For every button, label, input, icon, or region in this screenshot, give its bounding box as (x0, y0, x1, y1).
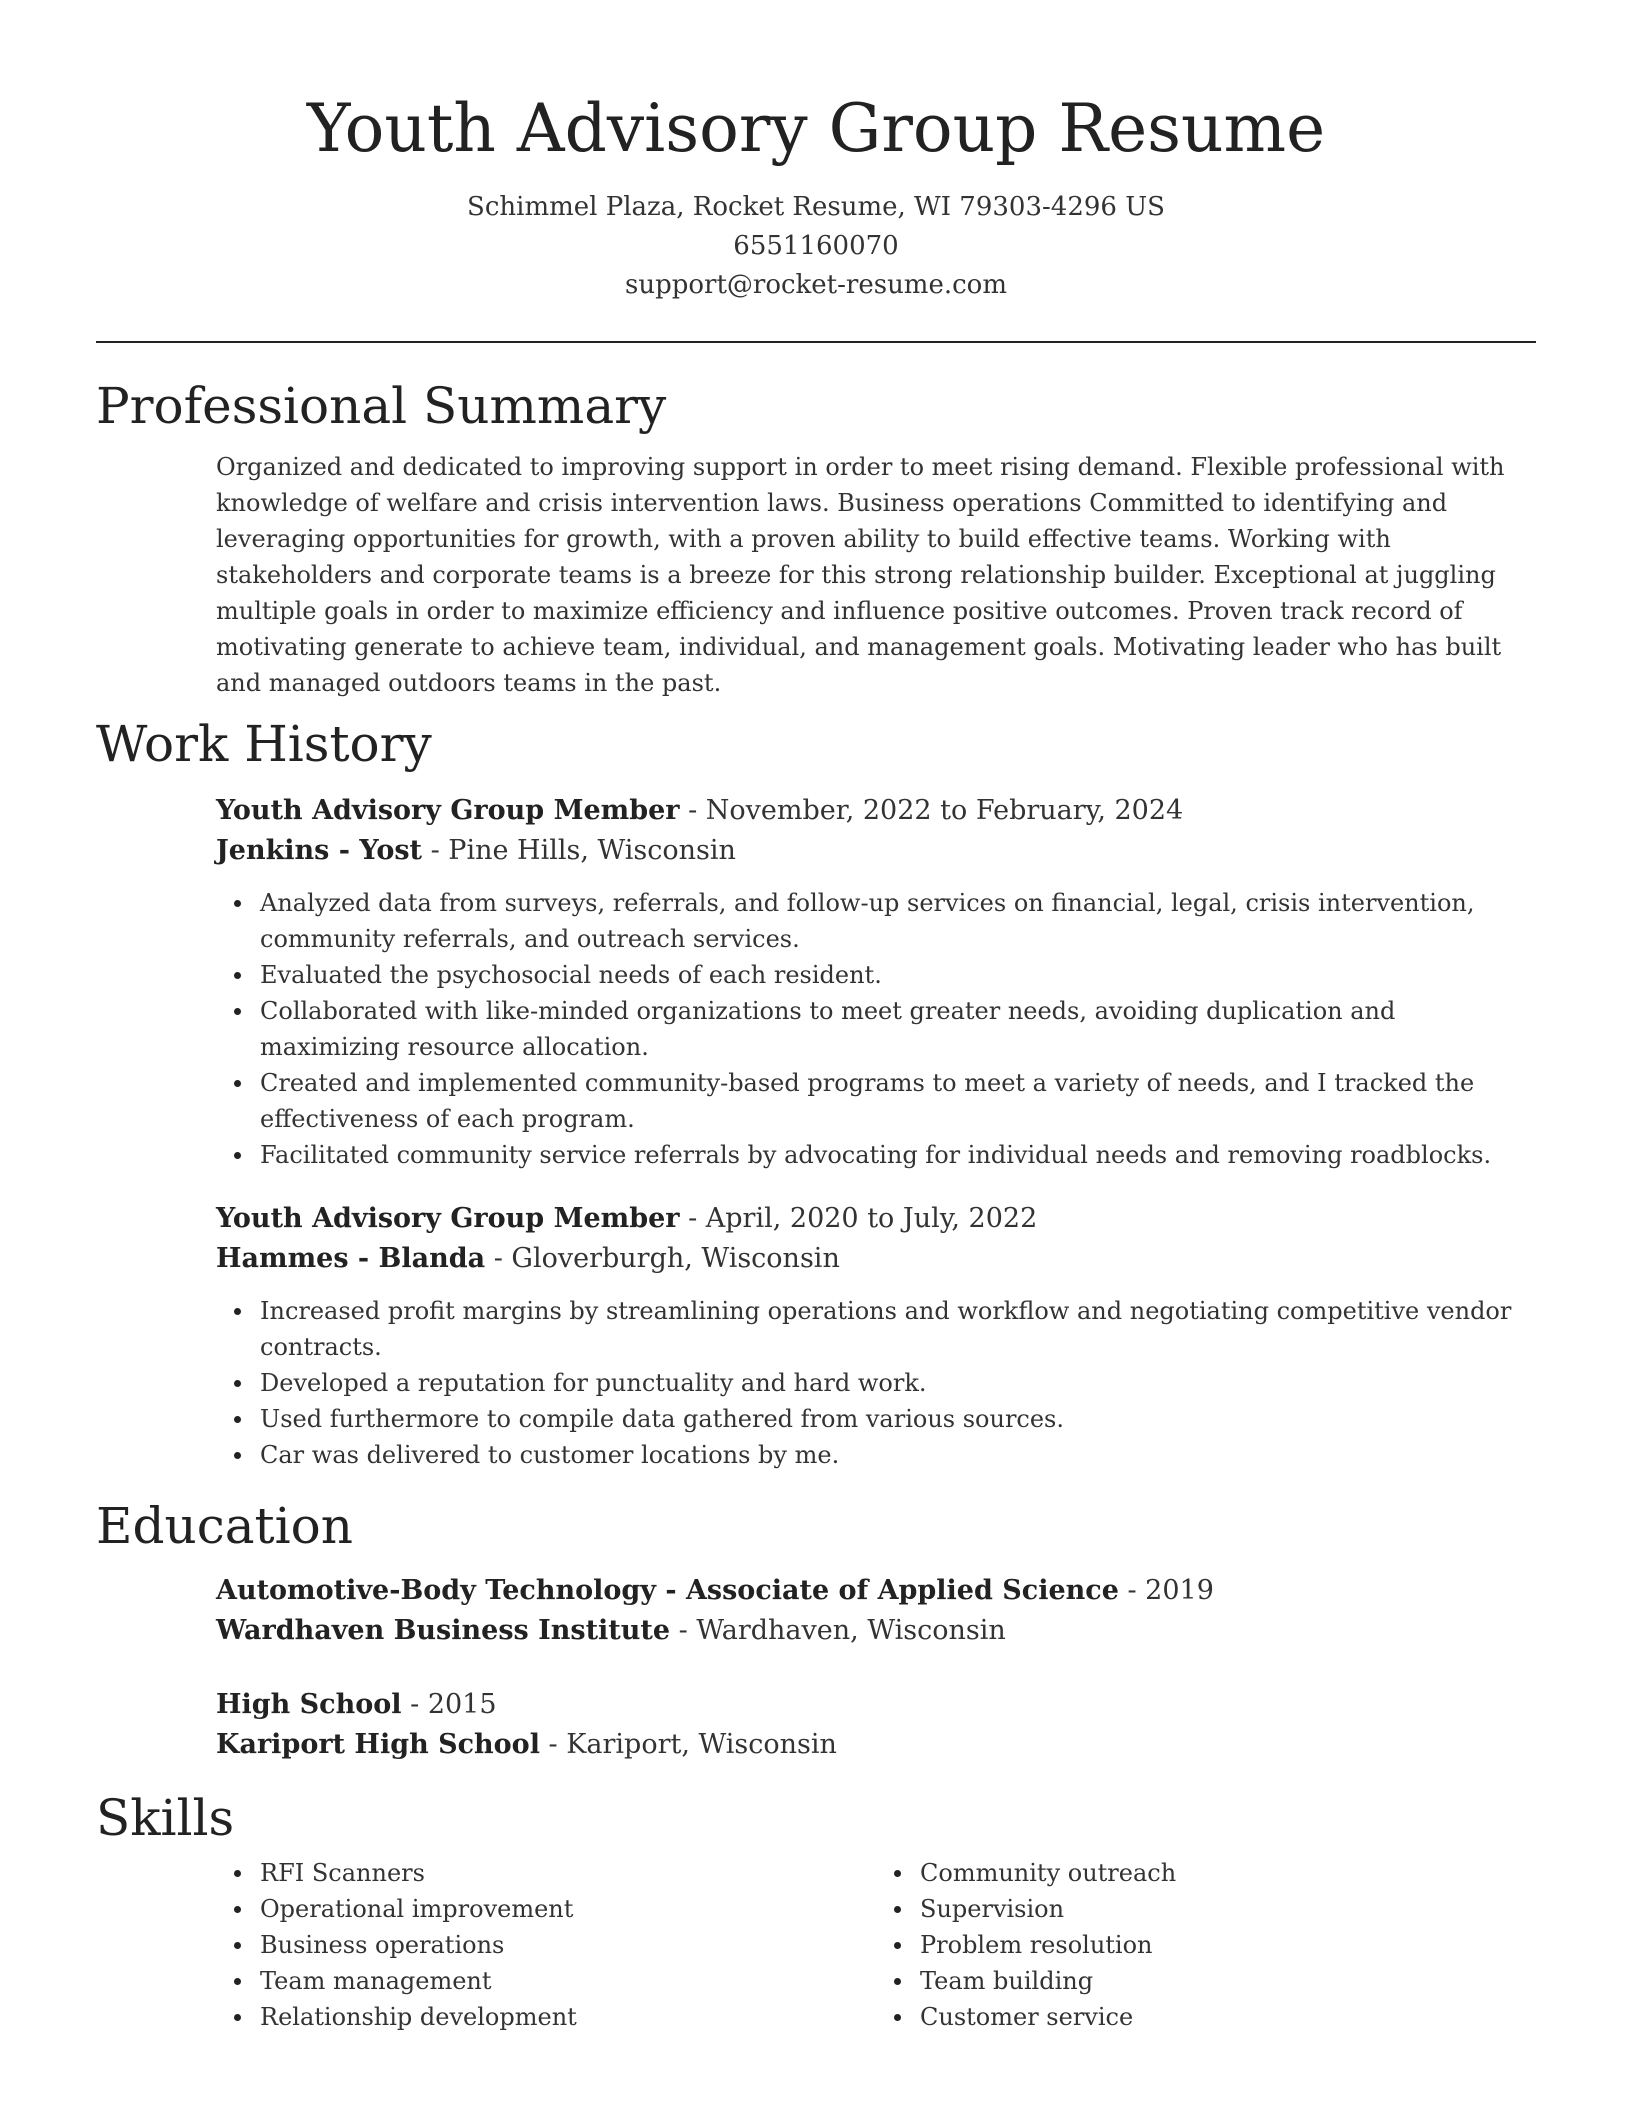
job-bullet: Facilitated community service referrals by advocating for individual needs and removing roadblocks. (260, 1137, 1536, 1173)
job-bullet: Analyzed data from surveys, referrals, and follow-up services on financial, legal, crisis intervention, community referrals, and outreach services. (260, 885, 1536, 957)
summary-title: Professional Summary (96, 377, 667, 435)
job-bullet: Evaluated the psychosocial needs of each resident. (260, 957, 1536, 993)
work-title: Work History (96, 715, 432, 773)
job-company: Hammes - Blanda (216, 1243, 486, 1274)
education-school: Kariport High School (216, 1729, 540, 1760)
skills-column-left (216, 1855, 876, 2035)
job-role: Youth Advisory Group Member (216, 795, 680, 826)
contact-block (96, 188, 1536, 305)
skill-item: Supervision (920, 1891, 1536, 1927)
skill-item: Relationship development (260, 1999, 876, 2035)
skill-item: Team management (260, 1963, 876, 1999)
skill-item: Operational improvement (260, 1891, 876, 1927)
skills-column-right (876, 1855, 1536, 2035)
education-entry (216, 1685, 1536, 1765)
job-dates: - April, 2020 to July, 2022 (679, 1203, 1038, 1234)
skill-item: Team building (920, 1963, 1536, 1999)
job-role-line (216, 791, 1536, 831)
skill-item: RFI Scanners (260, 1855, 876, 1891)
job-bullet: Developed a reputation for punctuality and hard work. (260, 1365, 1536, 1401)
contact-email: support@rocket-resume.com (624, 270, 1007, 300)
job-role: Youth Advisory Group Member (216, 1203, 680, 1234)
skill-item: Community outreach (920, 1855, 1536, 1891)
contact-address: Schimmel Plaza, Rocket Resume, WI 79303-4296 US (467, 192, 1165, 222)
education-location: - Wardhaven, Wisconsin (670, 1615, 1006, 1646)
education-location: - Kariport, Wisconsin (539, 1729, 837, 1760)
job-company-line (216, 1239, 1536, 1279)
work-section (96, 711, 1536, 1473)
education-degree: Automotive-Body Technology - Associate of Applied Science (216, 1575, 1119, 1606)
summary-text: Organized and dedicated to improving support in order to meet rising demand. Flexible professional with knowledge of welfare and crisis intervention laws. Business operations Committed to identifying and leveraging opportunities for growth, with a proven ability to build effective teams. Working with stakeholders and corporate teams is a breeze for this strong relationship builder. Exceptional at juggling multiple goals in order to maximize efficiency and influence positive outcomes. Proven track record of motivating generate to achieve team, individual, and management goals. Motivating leader who has built and managed outdoors teams in the past. (216, 453, 1505, 697)
education-degree-line (216, 1571, 1536, 1611)
job-entry (216, 1199, 1536, 1473)
skill-item: Problem resolution (920, 1927, 1536, 1963)
job-company-line (216, 831, 1536, 871)
education-school-line (216, 1725, 1536, 1765)
skill-item: Customer service (920, 1999, 1536, 2035)
job-bullet: Used furthermore to compile data gathered from various sources. (260, 1401, 1536, 1437)
education-entry (216, 1571, 1536, 1651)
education-title: Education (96, 1497, 353, 1555)
contact-phone: 6551160070 (733, 231, 899, 261)
skills-section (96, 1785, 1536, 2035)
skill-item: Business operations (260, 1927, 876, 1963)
education-school: Wardhaven Business Institute (216, 1615, 671, 1646)
job-location: - Pine Hills, Wisconsin (422, 835, 736, 866)
job-entry (216, 791, 1536, 1173)
resume-header (96, 0, 1536, 305)
resume-name: Youth Advisory Group Resume (306, 90, 1326, 167)
job-role-line (216, 1199, 1536, 1239)
job-bullet: Increased profit margins by streamlining operations and workflow and negotiating competitive vendor contracts. (260, 1293, 1536, 1365)
header-divider (96, 341, 1536, 343)
summary-section (96, 373, 1536, 701)
job-location: - Gloverburgh, Wisconsin (485, 1243, 840, 1274)
job-bullets (216, 1293, 1536, 1473)
education-degree-line (216, 1685, 1536, 1725)
education-year: - 2015 (401, 1689, 497, 1720)
job-dates: - November, 2022 to February, 2024 (679, 795, 1184, 826)
job-bullets (216, 885, 1536, 1173)
skills-title: Skills (96, 1789, 235, 1847)
education-school-line (216, 1611, 1536, 1651)
job-company: Jenkins - Yost (216, 835, 422, 866)
education-degree: High School (216, 1689, 402, 1720)
job-bullet: Created and implemented community-based programs to meet a variety of needs, and I tracked the effectiveness of each program. (260, 1065, 1536, 1137)
education-section (96, 1493, 1536, 1765)
education-year: - 2019 (1118, 1575, 1214, 1606)
job-bullet: Car was delivered to customer locations by me. (260, 1437, 1536, 1473)
job-bullet: Collaborated with like-minded organizations to meet greater needs, avoiding duplication and maximizing resource allocation. (260, 993, 1536, 1065)
skills-grid (216, 1855, 1536, 2035)
